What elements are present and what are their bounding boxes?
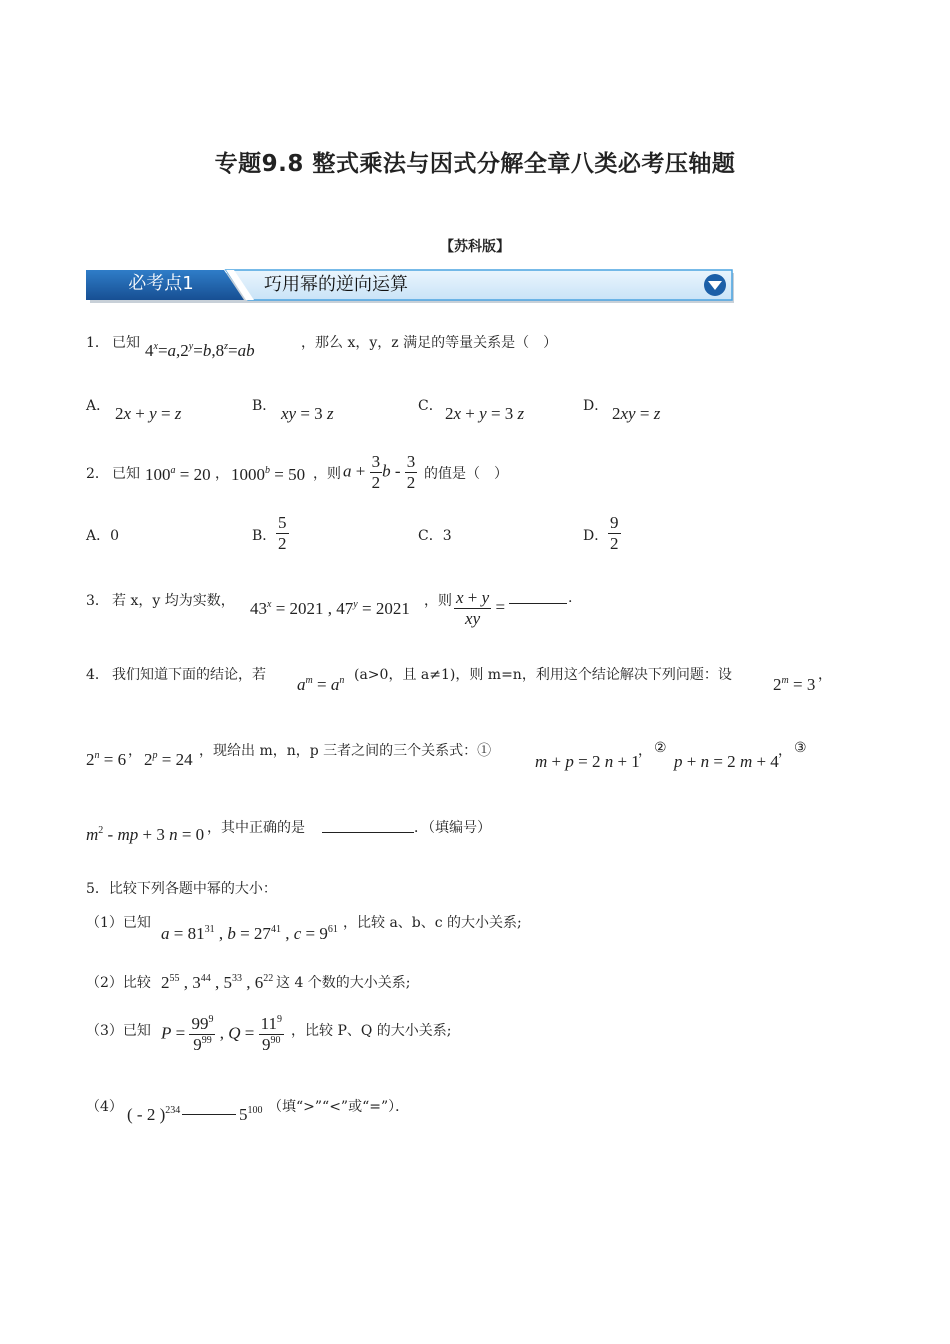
q2-option-d-label: D． (583, 528, 609, 544)
q4-fill: ．（填编号） (414, 820, 491, 836)
q4-line1b: (a>0，且 a≠1)，则 m=n，利用这个结论解决下列问题：设 (354, 667, 732, 683)
q2-formula-a: $100^a = 20$ (145, 465, 211, 484)
q2-option-a: A．0 (86, 528, 120, 544)
q3-answer-blank (509, 603, 567, 604)
q4-relation-2: p + n = 2 m + 4 (674, 752, 779, 771)
q5-part3-formula: P = $\frac{99^9}{9^{99}}$ , Q = $\frac{11^9}{9^{90}}$ (161, 1014, 282, 1054)
q5-part4-pre: （4） (86, 1099, 123, 1115)
q4-given-n: $2^n = 6$ (86, 750, 127, 769)
q5-part1-formula: $a = 81^{31}$ , $b = 27^{41}$ , $c = 9^{61}$ (161, 924, 338, 943)
q1-post: ，那么 x，y，z 满足的等量关系是（ ） (301, 335, 558, 351)
q1-pre: 已知 (112, 335, 140, 351)
q2-number: 2． (86, 466, 109, 482)
q5-part3-pre: （3）已知 (86, 1023, 151, 1039)
q1-option-b-label: B． (252, 398, 277, 414)
q4-comma-3: ， (638, 743, 652, 759)
q4-comma-1: ， (818, 667, 832, 683)
q5-part1-post: ，比较 a、b、c 的大小关系; (343, 915, 522, 931)
q1-formula: $4^x=a,2^y=b,8^z=ab$ (145, 341, 255, 360)
q5-part2-post: 这 4 个数的大小关系; (276, 975, 411, 991)
q4-premise: $a^m = a^n$ (297, 675, 345, 694)
q5-intro: 5．比较下列各题中幂的大小： (86, 881, 277, 897)
q1-option-a: 2x + y = z (115, 404, 182, 423)
q5-part4-left: ( - 2 )$^{234}$ (127, 1105, 181, 1124)
q2-then: ，则 (313, 466, 341, 482)
q3-number: 3． (86, 593, 109, 609)
q2-option-b: $\frac{5}{2}$ (278, 513, 287, 553)
q4-comma-4: ， (778, 743, 792, 759)
q1-number: 1． (86, 335, 109, 351)
q1-option-a-label: A． (86, 398, 111, 414)
edition-label: 【苏科版】 (440, 239, 510, 255)
banner-topic: 巧用幂的逆向运算 (264, 274, 408, 295)
q1-option-b: xy = 3 z (281, 404, 334, 423)
q2-pre: 已知 (112, 466, 140, 482)
q4-given-m: $2^m = 3$ (773, 675, 816, 694)
q5-part2-pre: （2）比较 (86, 975, 151, 991)
q3-pre: 若 x，y 均为实数， (112, 593, 235, 609)
q2-option-d: $\frac{9}{2}$ (610, 513, 619, 553)
q2-expression: a + $\frac{3}{2}$ b - $\frac{3}{2}$ (343, 452, 416, 492)
q3-formula: $43^x = 2021$ , $47^y = 2021$ (250, 599, 410, 618)
q4-comma-2: ， (128, 743, 142, 759)
q4-answer-blank (322, 832, 414, 833)
q5-part4-blank (182, 1114, 236, 1115)
q1-option-c: 2x + y = 3 z (445, 404, 525, 423)
q5-part4-post: （填“>”“<”或“=”）． (268, 1099, 410, 1115)
q2-option-c: C．3 (418, 528, 452, 544)
q4-relation-3: $m^2$ - mp + 3 n = 0 (86, 825, 205, 844)
q4-given-p: $2^p = 24$ (144, 750, 193, 769)
q4-line3: ，其中正确的是 (207, 820, 305, 836)
q1-option-c-label: C． (418, 398, 443, 414)
q2-option-b-label: B． (252, 528, 277, 544)
q4-circle-2: ② (654, 740, 667, 756)
q5-part3-post: ，比较 P、Q 的大小关系; (291, 1023, 452, 1039)
q4-number: 4． (86, 667, 109, 683)
q3-expression: $\frac{x + y}{xy}$ = (456, 588, 506, 628)
q4-relation-1: m + p = 2 n + 1 (535, 752, 640, 771)
page-title: 专题9.8 整式乘法与因式分解全章八类必考压轴题 (214, 151, 736, 177)
banner-label: 必考点1 (128, 273, 194, 294)
q4-circle-3: ③ (794, 740, 807, 756)
q4-line2a: ，现给出 m，n，p 三者之间的三个关系式：① (199, 743, 492, 759)
q1-option-d-label: D． (583, 398, 609, 414)
q3-period: . (568, 590, 573, 606)
q5-part2-formula: $2^{55}$ , $3^{44}$ , $5^{33}$ , $6^{22}$ (161, 973, 274, 992)
q5-part4-right: $5^{100}$ (239, 1105, 263, 1124)
q4-line1a: 我们知道下面的结论，若 (112, 667, 266, 683)
q2-post: 的值是（ ） (424, 466, 508, 482)
q3-then: ，则 (424, 593, 452, 609)
q2-mid: ， (215, 466, 229, 482)
q2-formula-b: $1000^b = 50$ (231, 465, 306, 484)
section-banner (86, 268, 736, 304)
q1-option-d: 2xy = z (612, 404, 661, 423)
q5-part1-pre: （1）已知 (86, 915, 151, 931)
